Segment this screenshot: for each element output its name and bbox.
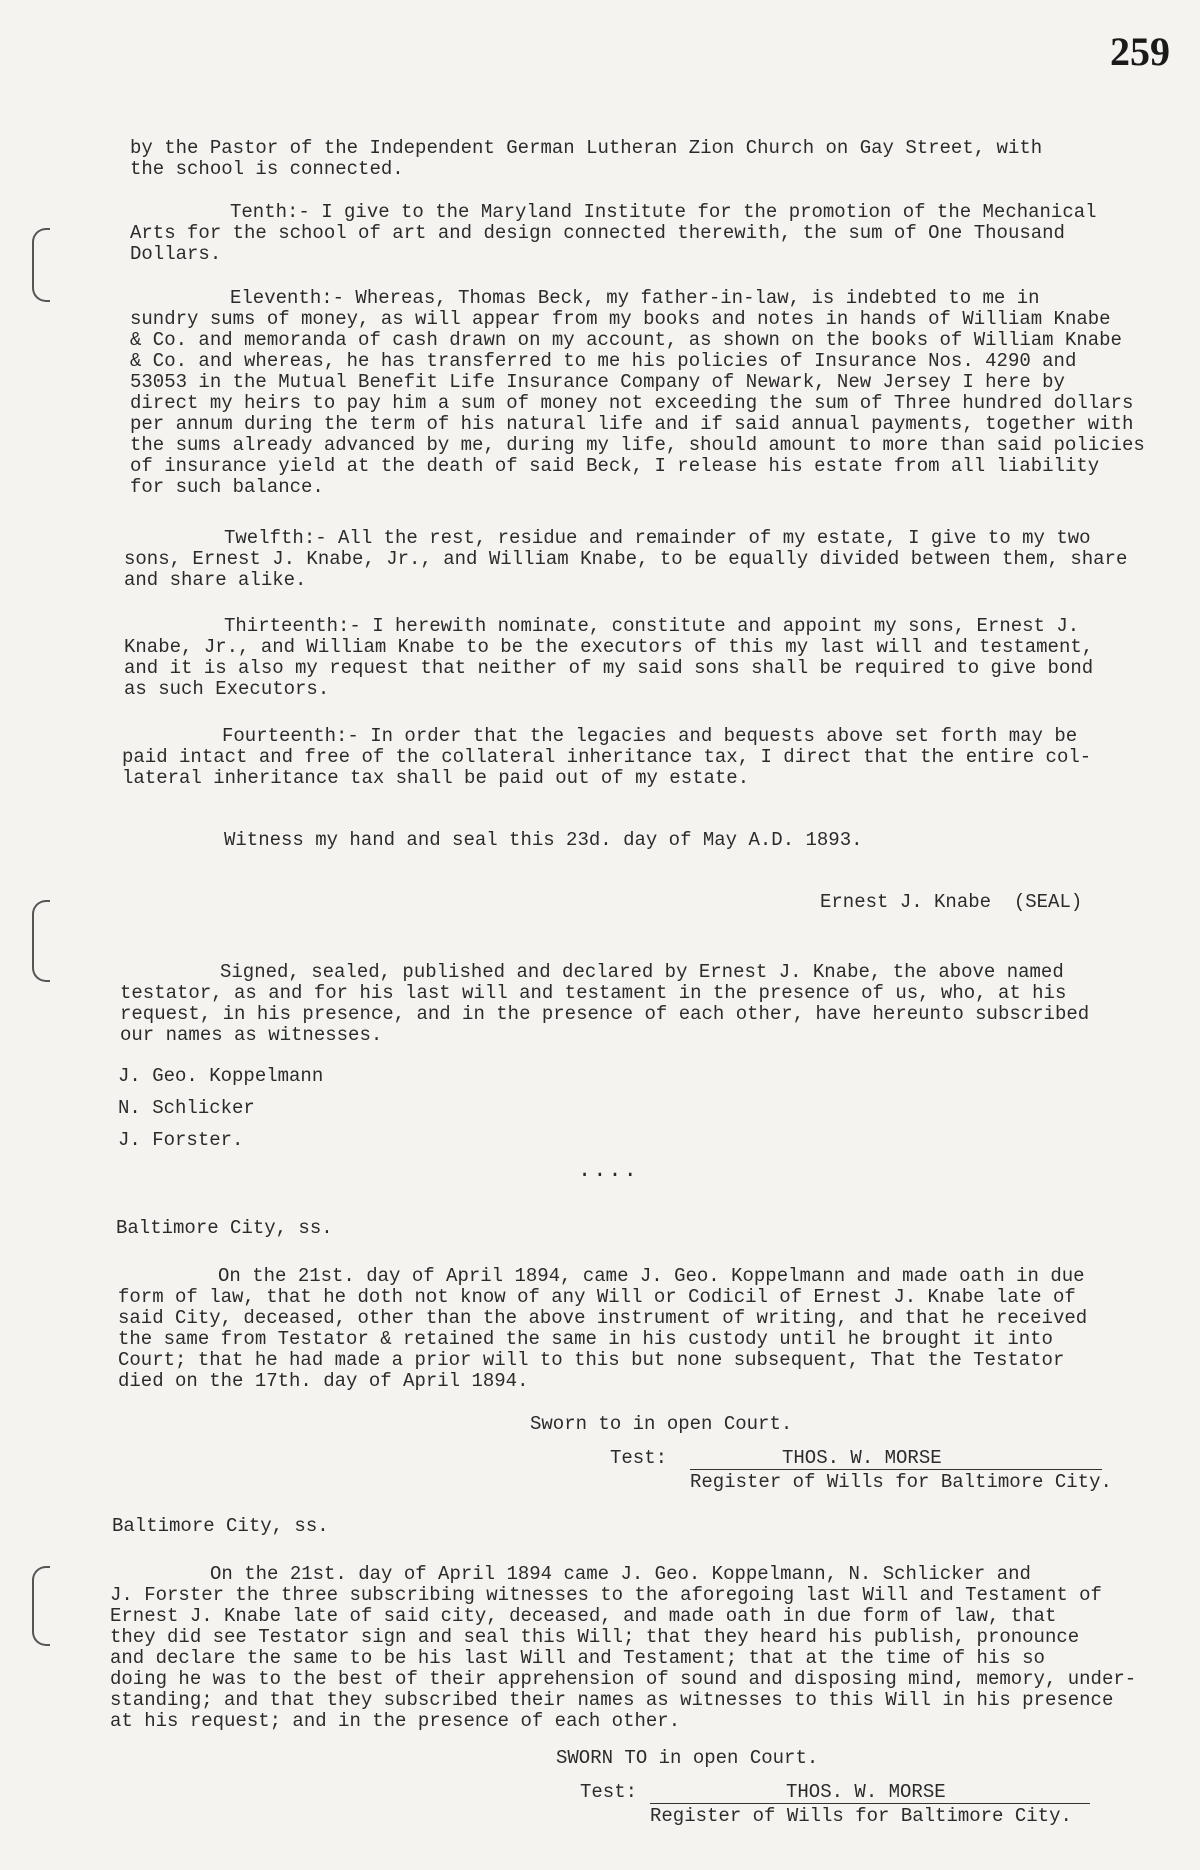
signature-rule-1	[690, 1469, 1102, 1470]
register-name-2: THOS. W. MORSE	[786, 1781, 946, 1803]
paragraph-eleventh: Eleventh:- Whereas, Thomas Beck, my father-in-law, is indebted to me in sundry sums of money, as will appear from my books and notes in hands of William Knabe & Co. and memoranda of cash drawn on my account, as shown on the books of William Knabe & Co. and whereas, he has transferred to me his policies of Insurance Nos. 4290 and 53053 in the Mutual Benefit Life Insurance Company of Newark, New Jersey I here by direct my heirs to pay him a sum of money not exceeding the sum of Three hundred dollars per annum during the term of his natural life and if said annual payments, together with the sums already advanced by me, during my life, should amount to more than said policies of insurance yield at the death of said Beck, I release his estate from all liability for such balance.	[130, 287, 1145, 498]
venue-heading-2: Baltimore City, ss.	[112, 1515, 329, 1537]
sworn-statement-1: Sworn to in open Court.	[530, 1413, 793, 1435]
paragraph-tenth: Tenth:- I give to the Maryland Institute for the promotion of the Mechanical Arts for the school of art and design connected therewith, the sum of One Thousand Dollars.	[130, 201, 1097, 265]
margin-bracket-2	[32, 900, 50, 982]
paragraph-continuation: by the Pastor of the Independent German Lutheran Zion Church on Gay Street, with the school is connected.	[130, 137, 1043, 180]
paragraph-thirteenth: Thirteenth:- I herewith nominate, constitute and appoint my sons, Ernest J. Knabe, Jr., and William Knabe to be the executors of this my last will and testament, and it is also my request that neither of my said sons shall be required to give bond as such Executors.	[124, 615, 1094, 700]
witness-line: Witness my hand and seal this 23d. day of May A.D. 1893.	[224, 829, 863, 851]
section-separator: ....	[578, 1158, 639, 1183]
paragraph-twelfth: Twelfth:- All the rest, residue and remainder of my estate, I give to my two sons, Ernest J. Knabe, Jr., and William Knabe, to be equally divided between them, share and share alike.	[124, 527, 1128, 591]
affidavit-koppelmann: On the 21st. day of April 1894, came J. Geo. Koppelmann and made oath in due form of law, that he doth not know of any Will or Codicil of Ernest J. Knabe late of said City, deceased, other than the above instrument of writing, and that he received the same from Testator & retained the same in his custody until he brought it into Court; that he had made a prior will to this but none subsequent, That the Testator died on the 17th. day of April 1894.	[118, 1265, 1088, 1392]
testator-signature: Ernest J. Knabe (SEAL)	[820, 891, 1083, 913]
test-label-2: Test:	[580, 1781, 638, 1803]
witness-name: N. Schlicker	[118, 1097, 255, 1119]
witness-name: J. Geo. Koppelmann	[118, 1065, 324, 1087]
register-title-1: Register of Wills for Baltimore City.	[690, 1471, 1112, 1493]
margin-bracket-1	[32, 228, 50, 302]
affidavit-witnesses: On the 21st. day of April 1894 came J. Geo. Koppelmann, N. Schlicker and J. Forster the three subscribing witnesses to the aforegoing last Will and Testament of Ernest J. Knabe late of said city, deceased, and made oath in due form of law, that they did see Testator sign and seal this Will; that they heard his publish, pronounce and declare the same to be his last Will and Testament; that at the time of his so doing he was to the best of their apprehension of sound and disposing mind, memory, under- standing; and that they subscribed their names as witnesses to this Will in his presence at his request; and in the presence of each other.	[110, 1563, 1137, 1732]
sworn-statement-2: SWORN TO in open Court.	[556, 1747, 819, 1769]
register-title-2: Register of Wills for Baltimore City.	[650, 1805, 1072, 1827]
test-label-1: Test:	[610, 1447, 668, 1469]
signature-rule-2	[650, 1803, 1090, 1804]
page-number: 259	[1110, 29, 1170, 74]
venue-heading-1: Baltimore City, ss.	[116, 1217, 333, 1239]
witness-name: J. Forster.	[118, 1129, 244, 1151]
attestation-clause: Signed, sealed, published and declared by Ernest J. Knabe, the above named testator, as and for his last will and testament in the presence of us, who, at his request, in his presence, and in the presence of each other, have hereunto subscribed our names as witnesses.	[120, 961, 1090, 1046]
margin-bracket-3	[32, 1566, 50, 1646]
register-name-1: THOS. W. MORSE	[782, 1447, 942, 1469]
paragraph-fourteenth: Fourteenth:- In order that the legacies and bequests above set forth may be paid intact and free of the collateral inheritance tax, I direct that the entire col- lateral inheritance tax shall be paid out of my estate.	[122, 725, 1092, 789]
